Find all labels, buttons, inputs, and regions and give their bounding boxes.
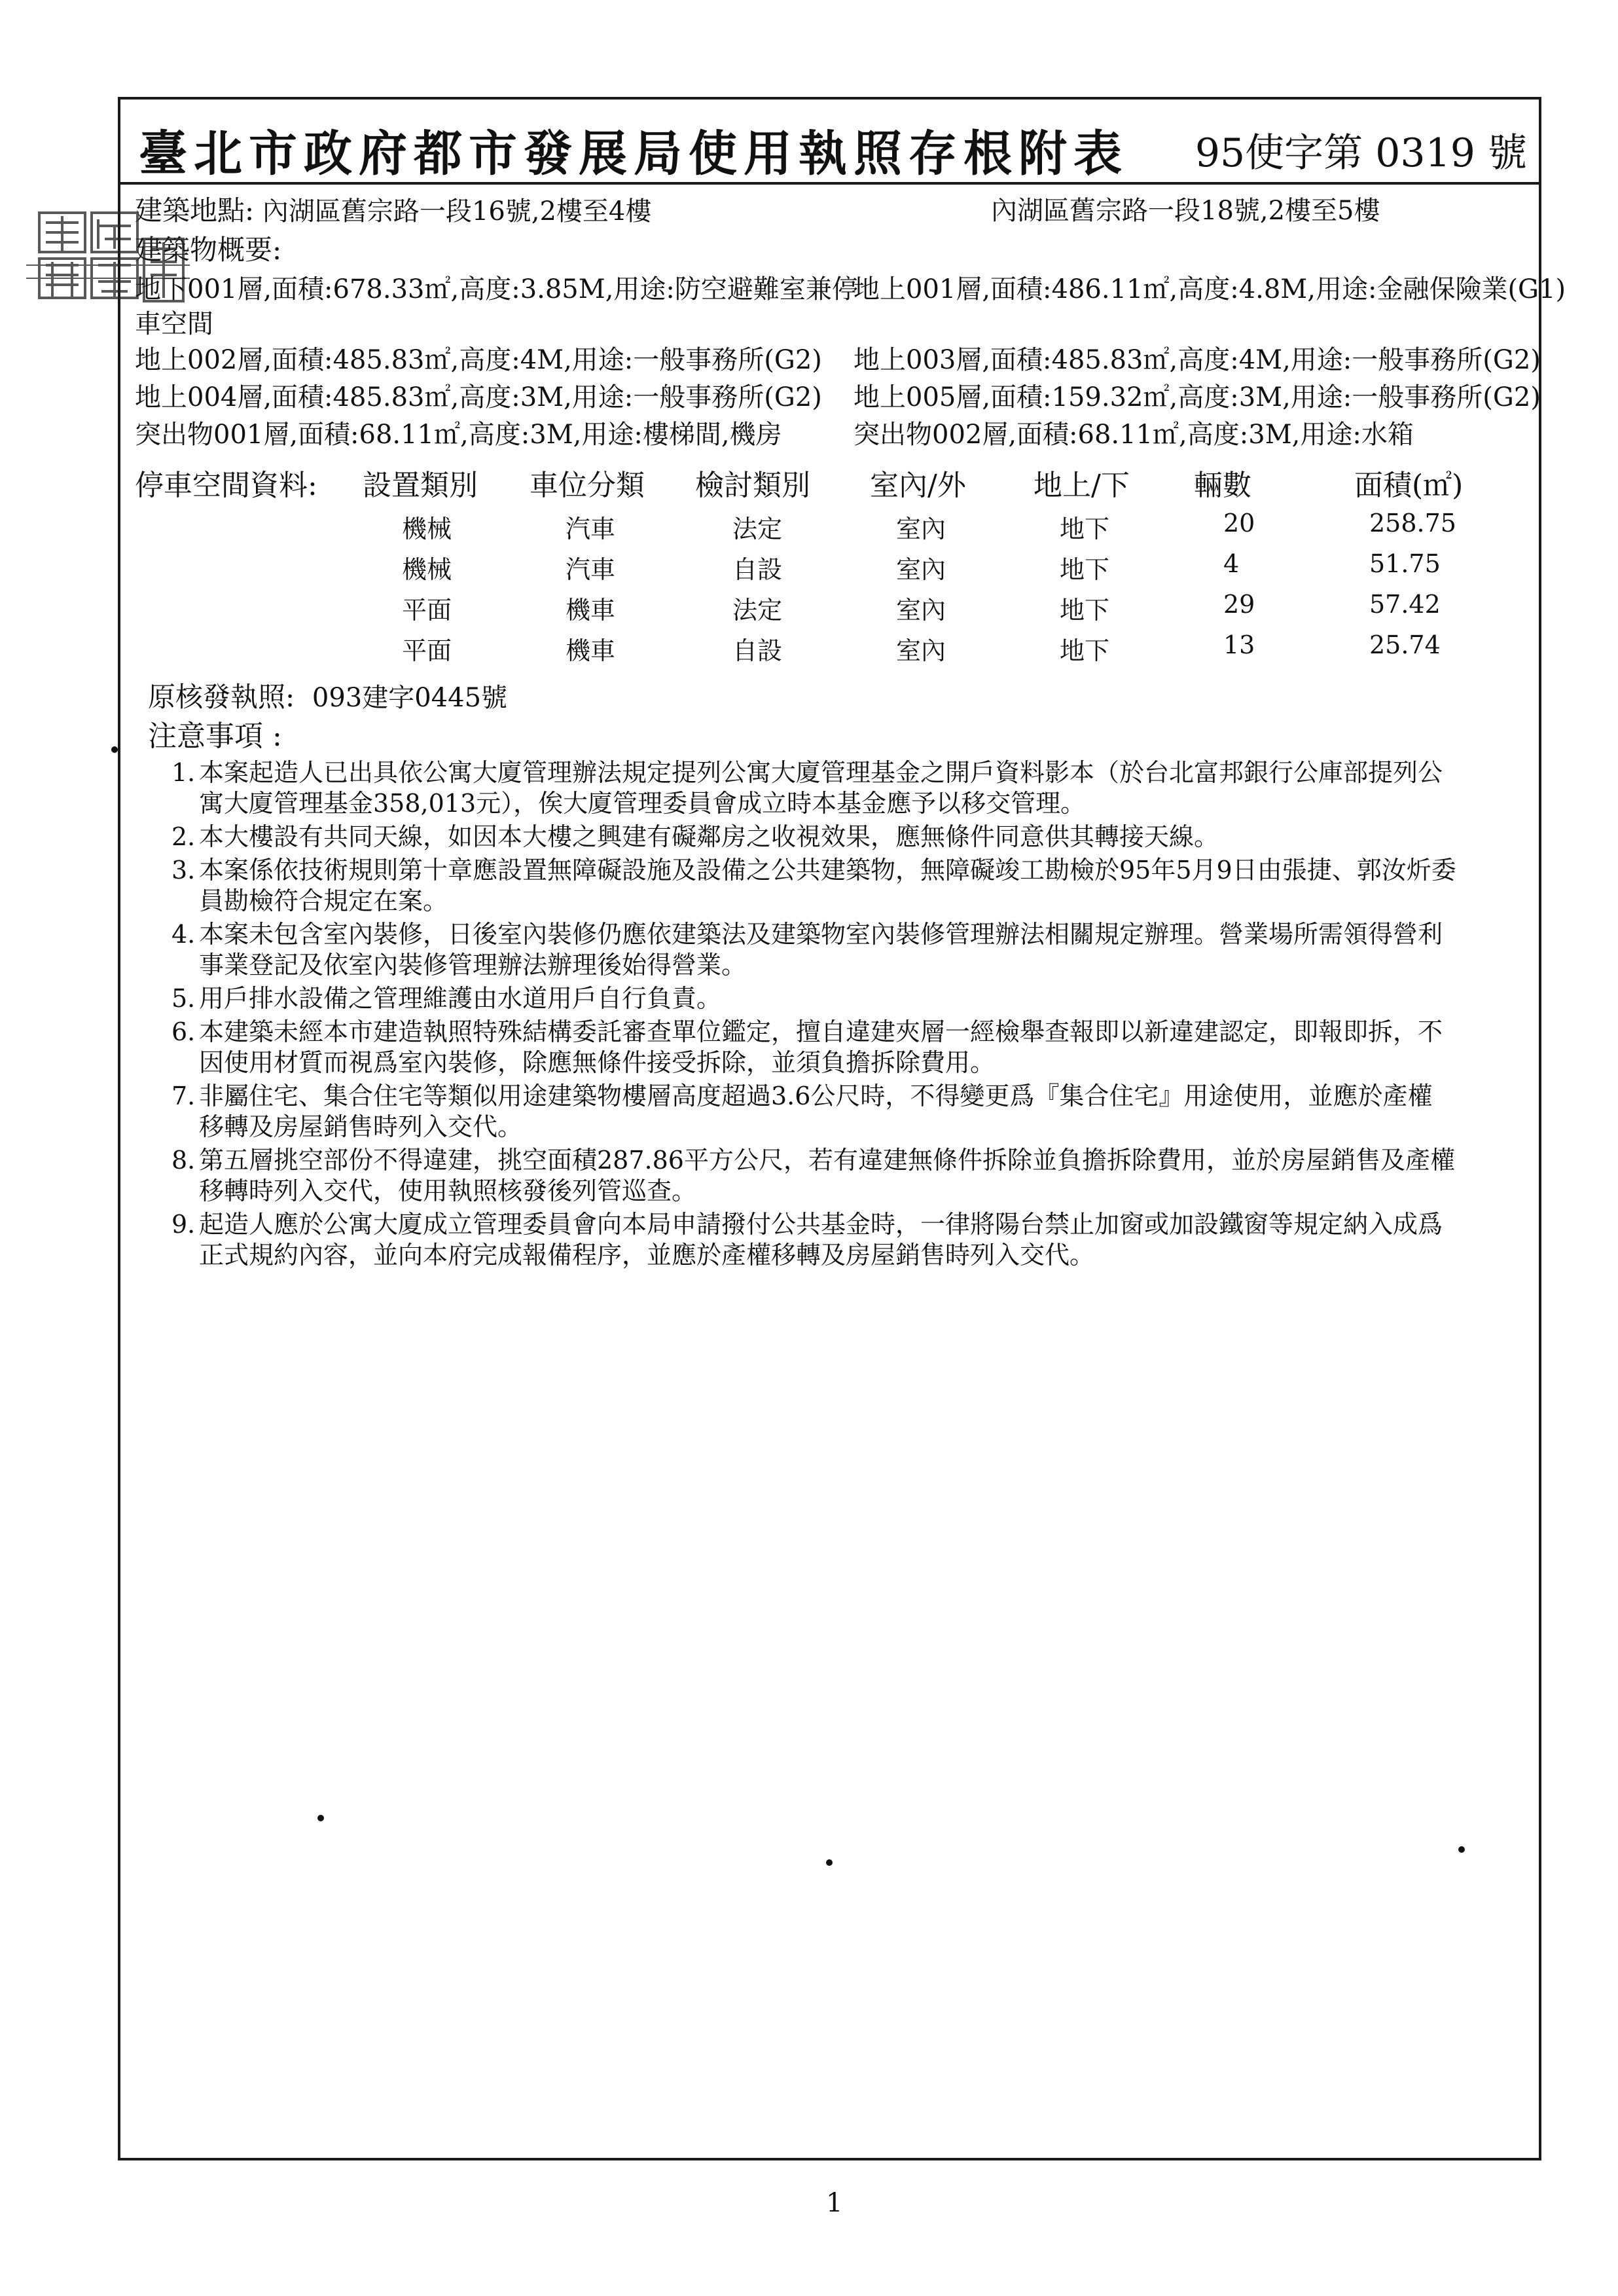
parking-cell: 平面 <box>402 596 452 625</box>
note-text-line: 移轉及房屋銷售時列入交代。 <box>199 1112 523 1141</box>
parking-cell: 51.75 <box>1369 549 1441 578</box>
parking-cell: 地下 <box>1060 636 1110 665</box>
parking-cell: 29 <box>1223 590 1255 619</box>
original-license-line <box>148 681 507 714</box>
parking-cell: 地下 <box>1060 515 1110 543</box>
parking-header-type: 設置類別 <box>363 469 478 502</box>
parking-cell: 室內 <box>896 515 946 543</box>
parking-cell: 57.42 <box>1369 590 1441 619</box>
original-license-label: 原核發執照: <box>148 681 295 713</box>
overview-row-5-right: 突出物002層,面積:68.11㎡,高度:3M,用途:水箱 <box>854 420 1414 450</box>
parking-header-area: 面積(㎡) <box>1354 469 1464 502</box>
note-item <box>171 822 1536 852</box>
note-text-line: 正式規約內容，並向本府完成報備程序，並應於產權移轉及房屋銷售時列入交代。 <box>199 1241 1095 1269</box>
note-text-line: 非屬住宅、集合住宅等類似用途建築物樓層高度超過3.6公尺時，不得變更爲『集合住宅』用途使用，並應於產權 <box>199 1082 1433 1110</box>
overview-row-4-left: 地上004層,面積:485.83㎡,高度:3M,用途:一般事務所(G2) <box>135 382 822 412</box>
overview-row-1-left: 地下001層,面積:678.33㎡,高度:3.85M,用途:防空避難室兼停 <box>135 274 858 304</box>
note-item <box>171 1017 1536 1078</box>
parking-cell: 13 <box>1223 630 1255 659</box>
note-item <box>171 1209 1536 1271</box>
note-number: 7. <box>171 1082 196 1110</box>
note-number: 1. <box>171 758 196 787</box>
parking-cell: 平面 <box>402 636 452 665</box>
note-text-line: 本大樓設有共同天線，如因本大樓之興建有礙鄰房之收視效果，應無條件同意供其轉接天線。 <box>199 822 1219 851</box>
notes-label: 注意事項 : <box>148 720 282 753</box>
note-text-line: 員勘檢符合規定在案。 <box>199 886 448 915</box>
parking-header-level: 地上/下 <box>1034 469 1130 502</box>
parking-cell: 法定 <box>732 596 783 625</box>
note-item <box>171 757 1536 819</box>
parking-cell: 258.75 <box>1369 509 1456 538</box>
license-number: 95使字第 0319 號 <box>1195 130 1527 176</box>
overview-row-2-left: 車空間 <box>135 309 213 339</box>
overview-label: 建築物概要: <box>135 234 282 266</box>
parking-cell: 地下 <box>1060 555 1110 584</box>
note-text-line: 本案係依技術規則第十章應設置無障礙設施及設備之公共建築物，無障礙竣工勘檢於95年5月9日由張捷、郭汝炘委 <box>199 856 1456 884</box>
overview-row-5-left: 突出物001層,面積:68.11㎡,高度:3M,用途:樓梯間,機房 <box>135 420 782 450</box>
note-item <box>171 919 1536 981</box>
note-text-line: 本案未包含室內裝修，日後室內裝修仍應依建築法及建築物室內裝修管理辦法相關規定辦理。營業場所需領得營利 <box>199 920 1443 949</box>
note-text-line: 因使用材質而視爲室內裝修，除應無條件接受拆除，並須負擔拆除費用。 <box>199 1048 996 1077</box>
note-number: 8. <box>171 1146 196 1175</box>
parking-header-review: 檢討類別 <box>695 469 810 502</box>
parking-cell: 地下 <box>1060 596 1110 625</box>
parking-cell: 室內 <box>896 636 946 665</box>
note-number: 6. <box>171 1017 196 1046</box>
document-frame <box>118 97 1566 2160</box>
title-row <box>120 100 1539 185</box>
parking-cell: 室內 <box>896 555 946 584</box>
parking-cell: 20 <box>1223 509 1255 538</box>
overview-row-3-left: 地上002層,面積:485.83㎡,高度:4M,用途:一般事務所(G2) <box>135 345 822 375</box>
overview-row-1-right: 地上001層,面積:486.11㎡,高度:4.8M,用途:金融保險業(G1) <box>854 274 1566 304</box>
scan-speck <box>317 1815 324 1821</box>
parking-cell: 機械 <box>402 555 452 584</box>
note-item <box>171 1081 1536 1142</box>
note-number: 9. <box>171 1210 196 1239</box>
note-text-line: 本案起造人已出具依公寓大廈管理辦法規定提列公寓大廈管理基金之開戶資料影本（於台北富邦銀行公庫部提列公 <box>199 758 1443 787</box>
parking-cell: 室內 <box>896 596 946 625</box>
note-number: 5. <box>171 984 196 1013</box>
parking-cell: 25.74 <box>1369 630 1441 659</box>
notes-list <box>171 757 1536 1273</box>
parking-cell: 機車 <box>566 596 616 625</box>
parking-header-inout: 室內/外 <box>870 469 966 502</box>
note-text-line: 移轉時列入交代，使用執照核發後列管巡查。 <box>199 1176 697 1205</box>
document-title: 臺北市政府都市發展局使用執照存根附表 <box>139 126 1128 182</box>
parking-cell: 法定 <box>732 515 783 543</box>
scan-speck <box>826 1859 833 1866</box>
note-item <box>171 983 1536 1014</box>
note-text-line: 用戶排水設備之管理維護由水道用戶自行負責。 <box>199 984 722 1013</box>
original-license-value: 093建字0445號 <box>312 683 508 713</box>
overview-row-4-right: 地上005層,面積:159.32㎡,高度:3M,用途:一般事務所(G2) <box>854 382 1541 412</box>
note-item <box>171 855 1536 917</box>
note-text-line: 本建築未經本市建造執照特殊結構委託審查單位鑑定，擅自違建夾層一經檢舉查報即以新違建認定，即報即拆，不 <box>199 1017 1443 1046</box>
note-number: 4. <box>171 920 196 949</box>
parking-cell: 汽車 <box>566 555 616 584</box>
parking-cell: 機車 <box>566 636 616 665</box>
parking-header-count: 輛數 <box>1194 469 1251 502</box>
scan-speck <box>1458 1846 1465 1853</box>
note-number: 2. <box>171 822 196 851</box>
seal-stamp <box>26 200 196 311</box>
parking-cell: 4 <box>1223 549 1240 578</box>
scan-speck <box>111 746 118 753</box>
parking-cell: 自設 <box>732 636 783 665</box>
page-number: 1 <box>826 2188 843 2218</box>
note-item <box>171 1145 1536 1207</box>
parking-header-vehicle: 車位分類 <box>530 469 645 502</box>
note-text-line: 第五層挑空部份不得違建，挑空面積287.86平方公尺，若有違建無條件拆除並負擔拆除費用，並於房屋銷售及產權 <box>199 1146 1455 1175</box>
parking-label: 停車空間資料: <box>135 469 317 502</box>
parking-cell: 自設 <box>732 555 783 584</box>
address-right: 內湖區舊宗路一段18號,2樓至5樓 <box>991 196 1380 226</box>
address-line-left <box>135 194 651 228</box>
overview-row-3-right: 地上003層,面積:485.83㎡,高度:4M,用途:一般事務所(G2) <box>854 345 1541 375</box>
parking-cell: 汽車 <box>566 515 616 543</box>
parking-cell: 機械 <box>402 515 452 543</box>
note-text-line: 寓大廈管理基金358,013元），俟大廈管理委員會成立時本基金應予以移交管理。 <box>199 789 1086 818</box>
address-label: 建築地點: <box>135 194 255 227</box>
address-left: 內湖區舊宗路一段16號,2樓至4樓 <box>262 196 652 227</box>
note-number: 3. <box>171 856 196 884</box>
note-text-line: 事業登記及依室內裝修管理辦法辦理後始得營業。 <box>199 951 747 979</box>
note-text-line: 起造人應於公寓大廈成立管理委員會向本局申請撥付公共基金時，一律將陽台禁止加窗或加設鐵窗等規定納入成爲 <box>199 1210 1443 1239</box>
